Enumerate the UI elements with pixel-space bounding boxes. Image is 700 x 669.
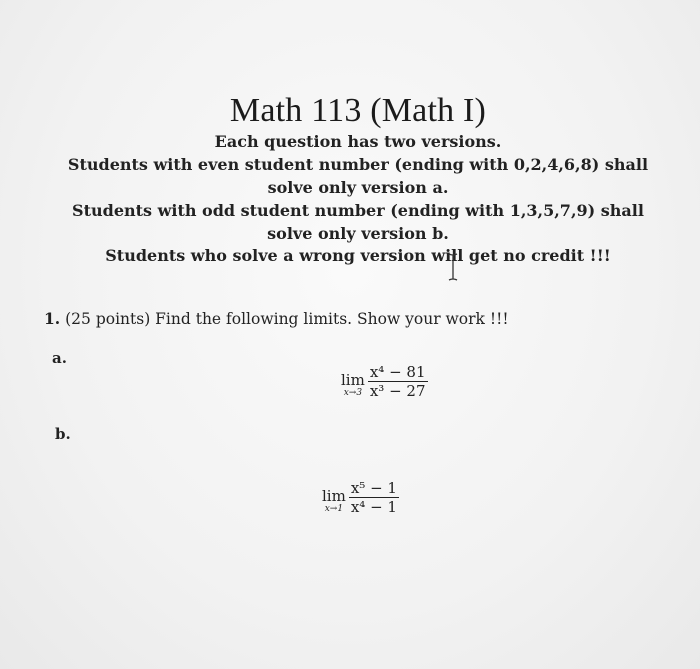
limit-expression-b [322, 479, 399, 516]
page-title: Math 113 (Math I) [229, 92, 487, 129]
numerator: x⁴ − 81 [369, 363, 426, 381]
instruction-line-4: Students with odd student number (ending with 1,3,5,7,9) shall [72, 201, 644, 220]
numerator: x⁵ − 1 [350, 479, 397, 497]
text-cursor-icon [447, 252, 459, 282]
limit-subscript: x→3 [343, 387, 363, 398]
denominator: x⁴ − 1 [350, 498, 397, 517]
part-b-label: b. [55, 425, 71, 443]
fraction-b [349, 479, 399, 516]
fraction-a [368, 363, 428, 400]
denominator: x³ − 27 [369, 382, 426, 401]
instruction-line-3: solve only version a. [267, 178, 449, 197]
instruction-line-2: Students with even student number (ending with 0,2,4,6,8) shall [67, 155, 649, 174]
part-a-label: a. [52, 349, 67, 367]
limit-expression-a [341, 363, 428, 400]
lim-word: lim [341, 370, 365, 389]
limit-operator-b [322, 486, 346, 515]
question-number: 1. [44, 309, 61, 328]
instruction-line-1: Each question has two versions. [214, 132, 502, 151]
instruction-line-5: solve only version b. [267, 224, 449, 243]
limit-operator-a [341, 370, 365, 399]
question-1 [44, 309, 509, 328]
instruction-line-6: Students who solve a wrong version will get no credit !!! [105, 246, 611, 265]
lim-word: lim [322, 486, 346, 505]
limit-subscript: x→1 [324, 503, 344, 514]
question-text: (25 points) Find the following limits. Show your work !!! [65, 310, 509, 328]
